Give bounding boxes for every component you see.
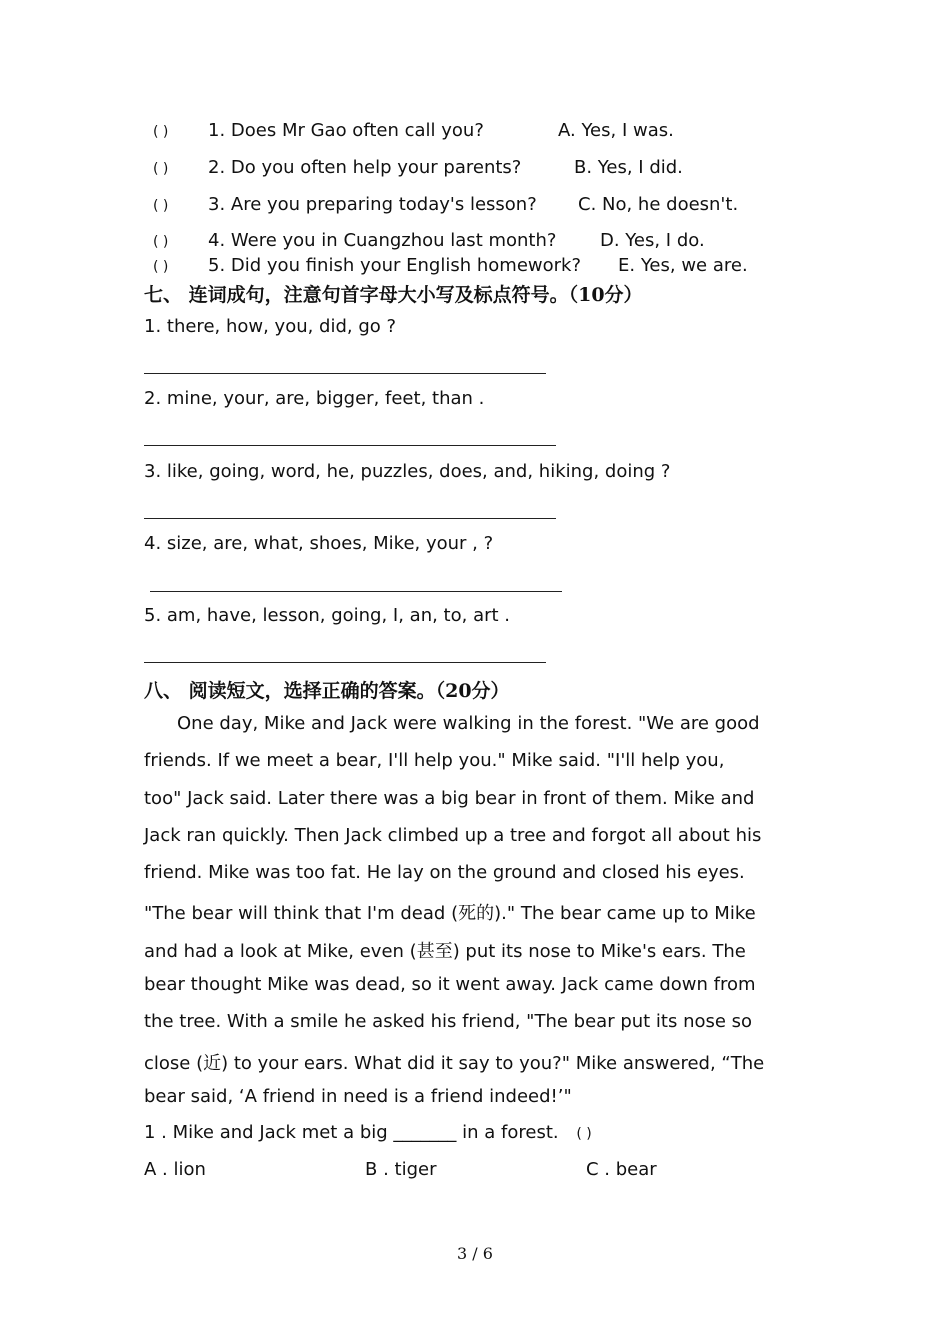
passage-line: bear said, ‘A friend in need is a friend indeed!’" bbox=[144, 1086, 572, 1107]
section-title: 七、 连词成句，注意句首字母大小写及标点符号。（10分） bbox=[144, 284, 643, 306]
section-title: 八、 阅读短文，选择正确的答案。（20分） bbox=[144, 680, 510, 702]
answer-blank: ( ) bbox=[153, 259, 169, 275]
passage-line: Jack ran quickly. Then Jack climbed up a tree and forgot all about his bbox=[144, 825, 762, 846]
question-text: 5. Did you finish your English homework? bbox=[208, 255, 582, 276]
answer-blank: ( ) bbox=[153, 124, 169, 140]
question-text: 3. Are you preparing today's lesson? bbox=[208, 194, 537, 215]
question-text: 1 . Mike and Jack met a big _______ in a forest. bbox=[144, 1122, 559, 1143]
question-text: 1. Does Mr Gao often call you? bbox=[208, 120, 484, 141]
matching-row bbox=[153, 255, 581, 276]
question-1 bbox=[144, 1122, 592, 1143]
passage-line: and had a look at Mike, even (甚至) put its nose to Mike's ears. The bbox=[144, 941, 746, 962]
answer-blank: ( ) bbox=[153, 198, 169, 214]
answer-line[interactable] bbox=[144, 662, 546, 663]
question-text: 4. Were you in Cuangzhou last month? bbox=[208, 230, 557, 251]
passage-line: "The bear will think that I'm dead (死的)." The bear came up to Mike bbox=[144, 903, 756, 924]
answer-blank: ( ) bbox=[576, 1126, 592, 1142]
scrambled-sentence: 3. like, going, word, he, puzzles, does, and, hiking, doing ? bbox=[144, 461, 671, 482]
answer-option: D. Yes, I do. bbox=[600, 230, 705, 251]
passage-line: friend. Mike was too fat. He lay on the ground and closed his eyes. bbox=[144, 862, 745, 883]
passage-line: friends. If we meet a bear, I'll help you." Mike said. "I'll help you, bbox=[144, 750, 725, 771]
answer-option: C. No, he doesn't. bbox=[578, 194, 739, 215]
answer-line[interactable] bbox=[144, 373, 546, 374]
scrambled-sentence: 4. size, are, what, shoes, Mike, your , ? bbox=[144, 533, 494, 554]
question-text: 2. Do you often help your parents? bbox=[208, 157, 522, 178]
option-c[interactable]: C . bear bbox=[586, 1159, 657, 1180]
passage-line: bear thought Mike was dead, so it went away. Jack came down from bbox=[144, 974, 756, 995]
answer-option: A. Yes, I was. bbox=[558, 120, 674, 141]
matching-row bbox=[153, 157, 521, 178]
option-b[interactable]: B . tiger bbox=[365, 1159, 437, 1180]
answer-blank: ( ) bbox=[153, 161, 169, 177]
page-number: 3 / 6 bbox=[457, 1244, 493, 1263]
scrambled-sentence: 2. mine, your, are, bigger, feet, than . bbox=[144, 388, 485, 409]
matching-row bbox=[153, 120, 484, 141]
matching-row bbox=[153, 230, 556, 251]
passage-line: the tree. With a smile he asked his friend, "The bear put its nose so bbox=[144, 1011, 753, 1032]
passage-line: too" Jack said. Later there was a big bear in front of them. Mike and bbox=[144, 788, 755, 809]
answer-option: B. Yes, I did. bbox=[574, 157, 683, 178]
option-a[interactable]: A . lion bbox=[144, 1159, 206, 1180]
answer-line[interactable] bbox=[150, 591, 562, 592]
scrambled-sentence: 5. am, have, lesson, going, I, an, to, art . bbox=[144, 605, 511, 626]
matching-row bbox=[153, 194, 537, 215]
answer-line[interactable] bbox=[144, 518, 556, 519]
answer-line[interactable] bbox=[144, 445, 556, 446]
scrambled-sentence: 1. there, how, you, did, go ? bbox=[144, 316, 397, 337]
answer-blank: ( ) bbox=[153, 234, 169, 250]
passage-line: close (近) to your ears. What did it say to you?" Mike answered, “The bbox=[144, 1053, 765, 1074]
passage-line: One day, Mike and Jack were walking in the forest. "We are good bbox=[177, 713, 760, 734]
answer-option: E. Yes, we are. bbox=[618, 255, 748, 276]
